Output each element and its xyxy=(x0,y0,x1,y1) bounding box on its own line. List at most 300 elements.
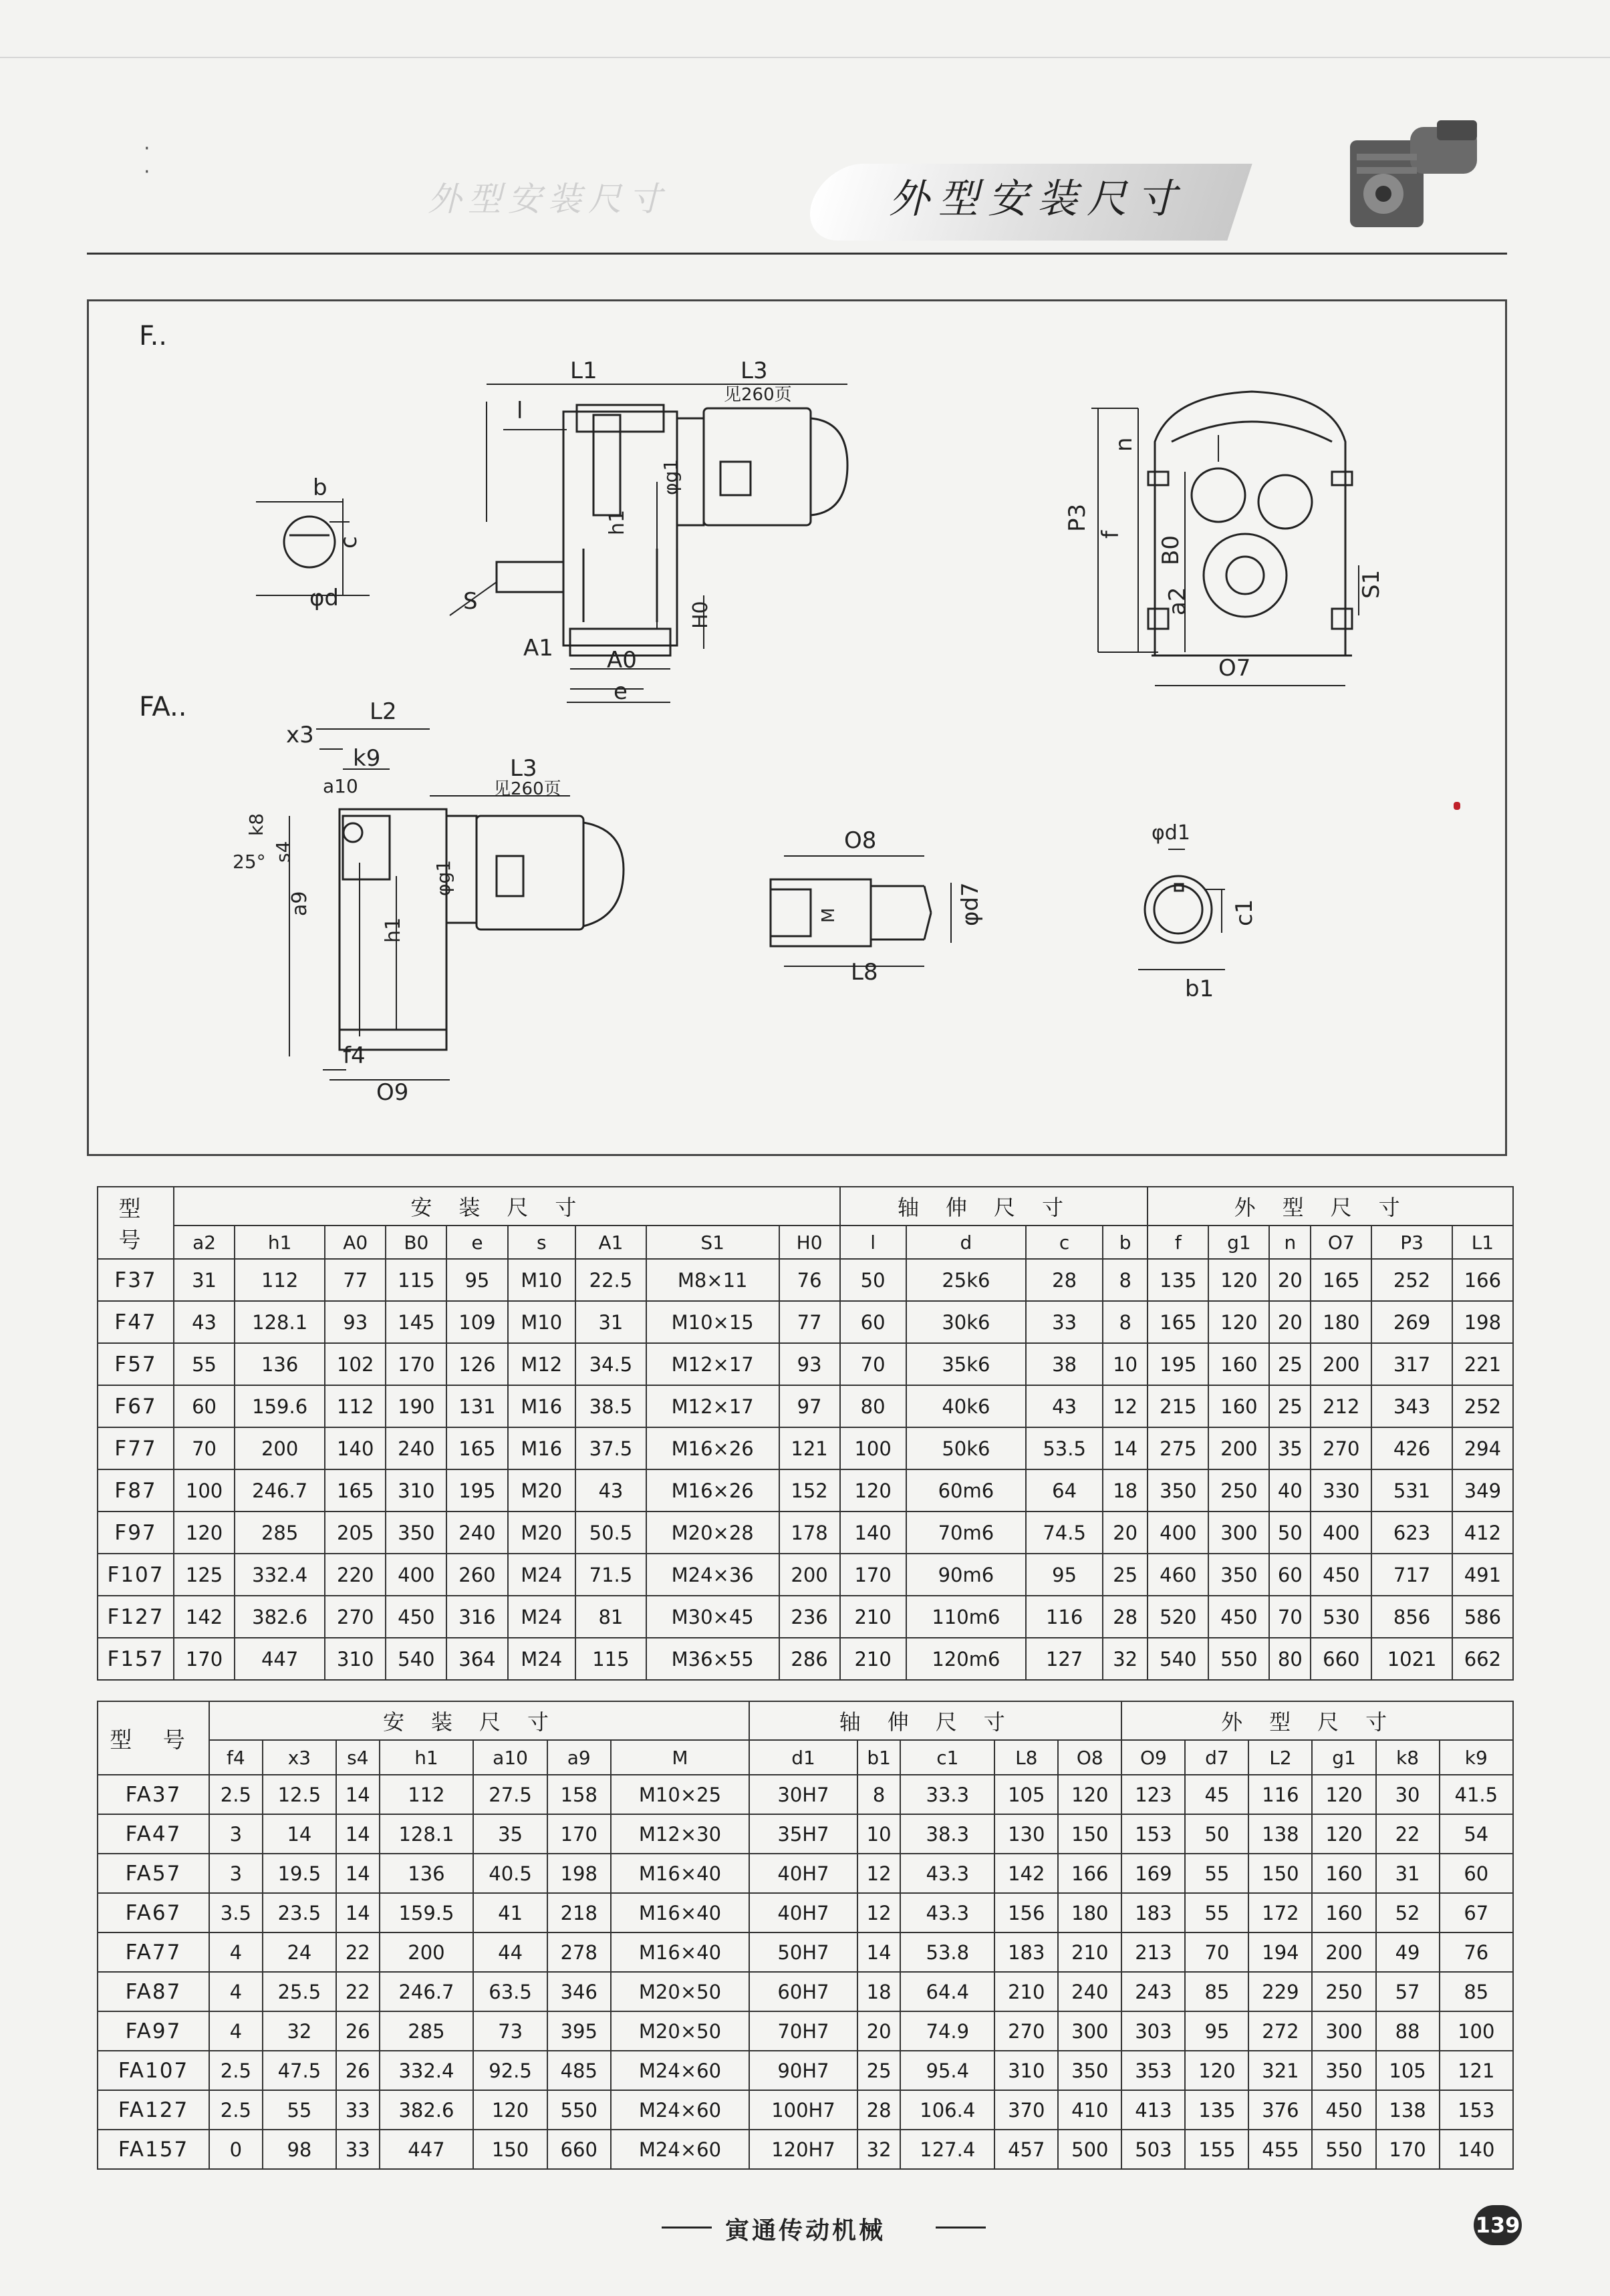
value-cell: 14 xyxy=(857,1932,900,1972)
value-cell: 53.8 xyxy=(900,1932,994,1972)
value-cell: M12 xyxy=(508,1343,576,1385)
fa-group-install: 安装尺寸 xyxy=(209,1701,749,1740)
value-cell: 243 xyxy=(1121,1972,1185,2011)
value-cell: 35 xyxy=(1269,1427,1311,1469)
value-cell: 169 xyxy=(1121,1854,1185,1893)
f-series-table xyxy=(97,1186,1514,1681)
value-cell: 349 xyxy=(1452,1469,1513,1512)
value-cell: 300 xyxy=(1058,2011,1121,2051)
model-cell: F157 xyxy=(98,1638,174,1680)
value-cell: 81 xyxy=(575,1596,646,1638)
value-cell: 229 xyxy=(1248,1972,1312,2011)
model-cell: FA67 xyxy=(98,1893,209,1932)
svg-text:见260页: 见260页 xyxy=(724,385,792,405)
value-cell: 200 xyxy=(779,1554,840,1596)
footer-rule-right xyxy=(936,2227,986,2229)
value-cell: M12×17 xyxy=(646,1343,779,1385)
value-cell: 215 xyxy=(1148,1385,1208,1427)
value-cell: 166 xyxy=(1452,1259,1513,1301)
value-cell: 120 xyxy=(174,1512,235,1554)
model-cell: F127 xyxy=(98,1596,174,1638)
svg-text:φd7: φd7 xyxy=(957,882,984,926)
value-cell: 77 xyxy=(325,1259,386,1301)
value-cell: 105 xyxy=(994,1775,1058,1814)
value-cell: 120H7 xyxy=(749,2130,857,2169)
value-cell: 126 xyxy=(446,1343,507,1385)
value-cell: 300 xyxy=(1208,1512,1269,1554)
value-cell: 120 xyxy=(1312,1775,1375,1814)
value-cell: 550 xyxy=(547,2090,611,2130)
value-cell: 50 xyxy=(1185,1814,1248,1854)
value-cell: 43 xyxy=(174,1301,235,1343)
value-cell: 20 xyxy=(1269,1301,1311,1343)
value-cell: 153 xyxy=(1440,2090,1513,2130)
value-cell: 26 xyxy=(336,2051,379,2090)
svg-text:A1: A1 xyxy=(523,635,553,662)
value-cell: 450 xyxy=(1208,1596,1269,1638)
svg-text:n: n xyxy=(1111,437,1137,452)
column-header: c xyxy=(1026,1226,1103,1259)
value-cell: 106.4 xyxy=(900,2090,994,2130)
value-cell: 450 xyxy=(1312,2090,1375,2130)
value-cell: 8 xyxy=(1103,1301,1148,1343)
value-cell: 210 xyxy=(994,1972,1058,2011)
svg-text:a2: a2 xyxy=(1164,587,1191,615)
svg-text:S: S xyxy=(463,588,478,615)
value-cell: 364 xyxy=(446,1638,507,1680)
value-cell: M12×30 xyxy=(611,1814,749,1854)
value-cell: 100 xyxy=(174,1469,235,1512)
value-cell: M16×40 xyxy=(611,1932,749,1972)
column-header: k9 xyxy=(1440,1740,1513,1775)
value-cell: 252 xyxy=(1371,1259,1452,1301)
value-cell: 12 xyxy=(857,1854,900,1893)
column-header: A1 xyxy=(575,1226,646,1259)
value-cell: 33.3 xyxy=(900,1775,994,1814)
value-cell: 120 xyxy=(1058,1775,1121,1814)
value-cell: 200 xyxy=(1311,1343,1371,1385)
value-cell: 35H7 xyxy=(749,1814,857,1854)
value-cell: 40H7 xyxy=(749,1854,857,1893)
value-cell: M20 xyxy=(508,1512,576,1554)
value-cell: 120 xyxy=(473,2090,547,2130)
value-cell: 457 xyxy=(994,2130,1058,2169)
model-cell: FA157 xyxy=(98,2130,209,2169)
value-cell: 550 xyxy=(1208,1638,1269,1680)
value-cell: 105 xyxy=(1376,2051,1440,2090)
value-cell: 60H7 xyxy=(749,1972,857,2011)
value-cell: 190 xyxy=(386,1385,446,1427)
value-cell: 159.6 xyxy=(235,1385,325,1427)
column-header: f4 xyxy=(209,1740,263,1775)
value-cell: 460 xyxy=(1148,1554,1208,1596)
value-cell: 14 xyxy=(263,1814,336,1854)
value-cell: 180 xyxy=(1058,1893,1121,1932)
value-cell: 170 xyxy=(386,1343,446,1385)
drawing-frame xyxy=(87,299,1507,1156)
value-cell: 310 xyxy=(325,1638,386,1680)
value-cell: 382.6 xyxy=(380,2090,474,2130)
value-cell: 115 xyxy=(386,1259,446,1301)
value-cell: 240 xyxy=(446,1512,507,1554)
value-cell: 120 xyxy=(840,1469,906,1512)
value-cell: 531 xyxy=(1371,1469,1452,1512)
value-cell: 272 xyxy=(1248,2011,1312,2051)
value-cell: 413 xyxy=(1121,2090,1185,2130)
svg-text:φd: φd xyxy=(309,585,340,611)
value-cell: 120 xyxy=(1312,1814,1375,1854)
fa-group-shaft: 轴伸尺寸 xyxy=(749,1701,1121,1740)
value-cell: 195 xyxy=(1148,1343,1208,1385)
table-row xyxy=(98,1854,1513,1893)
value-cell: 100H7 xyxy=(749,2090,857,2130)
value-cell: 25 xyxy=(1269,1343,1311,1385)
value-cell: 240 xyxy=(386,1427,446,1469)
table-row xyxy=(98,1343,1513,1385)
svg-text:O9: O9 xyxy=(376,1079,409,1106)
svg-text:25°: 25° xyxy=(233,851,266,873)
value-cell: 43 xyxy=(1026,1385,1103,1427)
value-cell: 38 xyxy=(1026,1343,1103,1385)
value-cell: 138 xyxy=(1376,2090,1440,2130)
value-cell: 71.5 xyxy=(575,1554,646,1596)
column-header: B0 xyxy=(386,1226,446,1259)
svg-text:x3: x3 xyxy=(286,722,314,748)
value-cell: 128.1 xyxy=(380,1814,474,1854)
value-cell: 0 xyxy=(209,2130,263,2169)
value-cell: 74.5 xyxy=(1026,1512,1103,1554)
svg-text:L1: L1 xyxy=(570,357,597,384)
value-cell: 660 xyxy=(547,2130,611,2169)
value-cell: 26 xyxy=(336,2011,379,2051)
svg-text:s4: s4 xyxy=(272,841,294,863)
stray-mark xyxy=(1454,802,1460,810)
label-f: F.. xyxy=(139,321,168,351)
value-cell: 40.5 xyxy=(473,1854,547,1893)
value-cell: 130 xyxy=(994,1814,1058,1854)
column-header: f xyxy=(1148,1226,1208,1259)
value-cell: 450 xyxy=(1311,1554,1371,1596)
column-header: O8 xyxy=(1058,1740,1121,1775)
value-cell: 43.3 xyxy=(900,1893,994,1932)
value-cell: 491 xyxy=(1452,1554,1513,1596)
page-title: 外型安装尺寸 xyxy=(889,176,1186,223)
value-cell: 93 xyxy=(325,1301,386,1343)
column-header: P3 xyxy=(1371,1226,1452,1259)
value-cell: 660 xyxy=(1311,1638,1371,1680)
value-cell: 25.5 xyxy=(263,1972,336,2011)
svg-text:B0: B0 xyxy=(1158,535,1184,565)
table-row xyxy=(98,1512,1513,1554)
value-cell: M24 xyxy=(508,1596,576,1638)
model-cell: F107 xyxy=(98,1554,174,1596)
value-cell: 210 xyxy=(840,1638,906,1680)
value-cell: 55 xyxy=(1185,1893,1248,1932)
value-cell: 32 xyxy=(857,2130,900,2169)
value-cell: 540 xyxy=(386,1638,446,1680)
value-cell: 2.5 xyxy=(209,2090,263,2130)
value-cell: 131 xyxy=(446,1385,507,1427)
value-cell: 343 xyxy=(1371,1385,1452,1427)
svg-text:O8: O8 xyxy=(844,827,877,854)
column-header: k8 xyxy=(1376,1740,1440,1775)
value-cell: 53.5 xyxy=(1026,1427,1103,1469)
model-cell: F77 xyxy=(98,1427,174,1469)
value-cell: 80 xyxy=(840,1385,906,1427)
value-cell: 330 xyxy=(1311,1469,1371,1512)
column-header: a9 xyxy=(547,1740,611,1775)
value-cell: 70 xyxy=(1269,1596,1311,1638)
value-cell: 450 xyxy=(386,1596,446,1638)
model-cell: F97 xyxy=(98,1512,174,1554)
value-cell: 80 xyxy=(1269,1638,1311,1680)
value-cell: 120 xyxy=(1208,1301,1269,1343)
footer-brand: 寅通传动机械 xyxy=(725,2217,886,2245)
value-cell: 18 xyxy=(1103,1469,1148,1512)
value-cell: 205 xyxy=(325,1512,386,1554)
column-header: A0 xyxy=(325,1226,386,1259)
value-cell: 346 xyxy=(547,1972,611,2011)
value-cell: 321 xyxy=(1248,2051,1312,2090)
value-cell: 194 xyxy=(1248,1932,1312,1972)
value-cell: 153 xyxy=(1121,1814,1185,1854)
model-cell: FA127 xyxy=(98,2090,209,2130)
value-cell: 116 xyxy=(1248,1775,1312,1814)
value-cell: 12 xyxy=(857,1893,900,1932)
value-cell: 14 xyxy=(336,1893,379,1932)
value-cell: 112 xyxy=(380,1775,474,1814)
value-cell: 90m6 xyxy=(906,1554,1027,1596)
column-header: s xyxy=(508,1226,576,1259)
column-header: a2 xyxy=(174,1226,235,1259)
column-header: g1 xyxy=(1312,1740,1375,1775)
value-cell: M10 xyxy=(508,1301,576,1343)
value-cell: 73 xyxy=(473,2011,547,2051)
value-cell: 100 xyxy=(840,1427,906,1469)
value-cell: 250 xyxy=(1208,1469,1269,1512)
value-cell: 1021 xyxy=(1371,1638,1452,1680)
value-cell: 503 xyxy=(1121,2130,1185,2169)
table-row xyxy=(98,2130,1513,2169)
value-cell: 14 xyxy=(336,1814,379,1854)
value-cell: 3 xyxy=(209,1854,263,1893)
value-cell: 350 xyxy=(1058,2051,1121,2090)
value-cell: 40H7 xyxy=(749,1893,857,1932)
value-cell: 332.4 xyxy=(235,1554,325,1596)
value-cell: 485 xyxy=(547,2051,611,2090)
value-cell: 447 xyxy=(235,1638,325,1680)
value-cell: 140 xyxy=(840,1512,906,1554)
svg-text:S1: S1 xyxy=(1358,569,1385,599)
value-cell: 70 xyxy=(840,1343,906,1385)
column-header: L2 xyxy=(1248,1740,1312,1775)
value-cell: M24 xyxy=(508,1638,576,1680)
value-cell: 138 xyxy=(1248,1814,1312,1854)
value-cell: 270 xyxy=(994,2011,1058,2051)
table-row xyxy=(98,1301,1513,1343)
value-cell: 33 xyxy=(336,2090,379,2130)
value-cell: 170 xyxy=(1376,2130,1440,2169)
value-cell: M8×11 xyxy=(646,1259,779,1301)
value-cell: 4 xyxy=(209,1972,263,2011)
table-row xyxy=(98,2011,1513,2051)
value-cell: 2.5 xyxy=(209,2051,263,2090)
value-cell: 60 xyxy=(174,1385,235,1427)
value-cell: M24 xyxy=(508,1554,576,1596)
value-cell: 95 xyxy=(446,1259,507,1301)
value-cell: 40 xyxy=(1269,1469,1311,1512)
column-header: a10 xyxy=(473,1740,547,1775)
value-cell: 121 xyxy=(779,1427,840,1469)
value-cell: 500 xyxy=(1058,2130,1121,2169)
value-cell: 10 xyxy=(857,1814,900,1854)
column-header: e xyxy=(446,1226,507,1259)
value-cell: 550 xyxy=(1312,2130,1375,2169)
model-cell: FA37 xyxy=(98,1775,209,1814)
table-row xyxy=(98,1638,1513,1680)
value-cell: 350 xyxy=(1148,1469,1208,1512)
value-cell: 165 xyxy=(325,1469,386,1512)
svg-text:P3: P3 xyxy=(1064,503,1091,532)
value-cell: 93 xyxy=(779,1343,840,1385)
footer-rule-left xyxy=(662,2227,712,2229)
value-cell: 20 xyxy=(1103,1512,1148,1554)
value-cell: 10 xyxy=(1103,1343,1148,1385)
svg-text:c: c xyxy=(336,536,362,549)
model-cell: F67 xyxy=(98,1385,174,1427)
value-cell: 160 xyxy=(1208,1385,1269,1427)
value-cell: 150 xyxy=(1248,1854,1312,1893)
value-cell: 159.5 xyxy=(380,1893,474,1932)
value-cell: 278 xyxy=(547,1932,611,1972)
value-cell: 88 xyxy=(1376,2011,1440,2051)
value-cell: 270 xyxy=(1311,1427,1371,1469)
column-header: O9 xyxy=(1121,1740,1185,1775)
value-cell: 18 xyxy=(857,1972,900,2011)
value-cell: M20×28 xyxy=(646,1512,779,1554)
value-cell: 382.6 xyxy=(235,1596,325,1638)
value-cell: 220 xyxy=(325,1554,386,1596)
value-cell: 50 xyxy=(1269,1512,1311,1554)
column-header: h1 xyxy=(380,1740,474,1775)
value-cell: 57 xyxy=(1376,1972,1440,2011)
value-cell: 410 xyxy=(1058,2090,1121,2130)
value-cell: 353 xyxy=(1121,2051,1185,2090)
value-cell: 200 xyxy=(1208,1427,1269,1469)
column-header: b1 xyxy=(857,1740,900,1775)
value-cell: 426 xyxy=(1371,1427,1452,1469)
value-cell: 25 xyxy=(1269,1385,1311,1427)
value-cell: 12.5 xyxy=(263,1775,336,1814)
value-cell: 121 xyxy=(1440,2051,1513,2090)
value-cell: 64.4 xyxy=(900,1972,994,2011)
value-cell: 142 xyxy=(994,1854,1058,1893)
value-cell: M10×25 xyxy=(611,1775,749,1814)
value-cell: 455 xyxy=(1248,2130,1312,2169)
value-cell: 140 xyxy=(325,1427,386,1469)
value-cell: 14 xyxy=(1103,1427,1148,1469)
value-cell: 400 xyxy=(386,1554,446,1596)
svg-text:b1: b1 xyxy=(1185,976,1214,1002)
value-cell: 145 xyxy=(386,1301,446,1343)
svg-text:l: l xyxy=(517,398,523,424)
value-cell: 60 xyxy=(840,1301,906,1343)
value-cell: 20 xyxy=(1269,1259,1311,1301)
value-cell: 317 xyxy=(1371,1343,1452,1385)
value-cell: 123 xyxy=(1121,1775,1185,1814)
value-cell: 19.5 xyxy=(263,1854,336,1893)
value-cell: 136 xyxy=(235,1343,325,1385)
value-cell: 22 xyxy=(1376,1814,1440,1854)
fa-model-header: 型 号 xyxy=(98,1701,209,1775)
value-cell: 109 xyxy=(446,1301,507,1343)
value-cell: 165 xyxy=(1311,1259,1371,1301)
value-cell: 45 xyxy=(1185,1775,1248,1814)
value-cell: M16 xyxy=(508,1385,576,1427)
value-cell: 252 xyxy=(1452,1385,1513,1427)
value-cell: 160 xyxy=(1312,1893,1375,1932)
column-header: d7 xyxy=(1185,1740,1248,1775)
fa-motor xyxy=(477,816,583,929)
value-cell: 25 xyxy=(857,2051,900,2090)
f-group-install: 安装尺寸 xyxy=(174,1187,840,1226)
svg-text:L3: L3 xyxy=(510,755,537,782)
value-cell: 246.7 xyxy=(235,1469,325,1512)
table-row xyxy=(98,1596,1513,1638)
value-cell: 50H7 xyxy=(749,1932,857,1972)
svg-text:h1: h1 xyxy=(606,509,629,535)
column-header: H0 xyxy=(779,1226,840,1259)
value-cell: 198 xyxy=(547,1854,611,1893)
svg-text:f: f xyxy=(1097,531,1124,539)
value-cell: 92.5 xyxy=(473,2051,547,2090)
value-cell: 98 xyxy=(263,2130,336,2169)
value-cell: 55 xyxy=(174,1343,235,1385)
value-cell: 35k6 xyxy=(906,1343,1027,1385)
value-cell: 350 xyxy=(1312,2051,1375,2090)
value-cell: 116 xyxy=(1026,1596,1103,1638)
value-cell: 63.5 xyxy=(473,1972,547,2011)
fa-group-outline: 外型尺寸 xyxy=(1121,1701,1513,1740)
table-row xyxy=(98,1385,1513,1427)
value-cell: 250 xyxy=(1312,1972,1375,2011)
column-header: M xyxy=(611,1740,749,1775)
value-cell: 623 xyxy=(1371,1512,1452,1554)
value-cell: 52 xyxy=(1376,1893,1440,1932)
value-cell: M30×45 xyxy=(646,1596,779,1638)
gearmotor-icon xyxy=(1337,114,1490,241)
svg-text:c1: c1 xyxy=(1231,899,1258,926)
value-cell: 4 xyxy=(209,1932,263,1972)
value-cell: 156 xyxy=(994,1893,1058,1932)
value-cell: M20 xyxy=(508,1469,576,1512)
value-cell: 67 xyxy=(1440,1893,1513,1932)
value-cell: 30k6 xyxy=(906,1301,1027,1343)
value-cell: 125 xyxy=(174,1554,235,1596)
label-fa: FA.. xyxy=(139,692,187,722)
value-cell: 221 xyxy=(1452,1343,1513,1385)
value-cell: M20×50 xyxy=(611,1972,749,2011)
value-cell: 60m6 xyxy=(906,1469,1027,1512)
column-header: d1 xyxy=(749,1740,857,1775)
svg-text:O7: O7 xyxy=(1218,655,1251,682)
value-cell: 662 xyxy=(1452,1638,1513,1680)
svg-text:L3: L3 xyxy=(741,357,768,384)
value-cell: 200 xyxy=(235,1427,325,1469)
value-cell: 12 xyxy=(1103,1385,1148,1427)
value-cell: M24×60 xyxy=(611,2090,749,2130)
value-cell: 74.9 xyxy=(900,2011,994,2051)
